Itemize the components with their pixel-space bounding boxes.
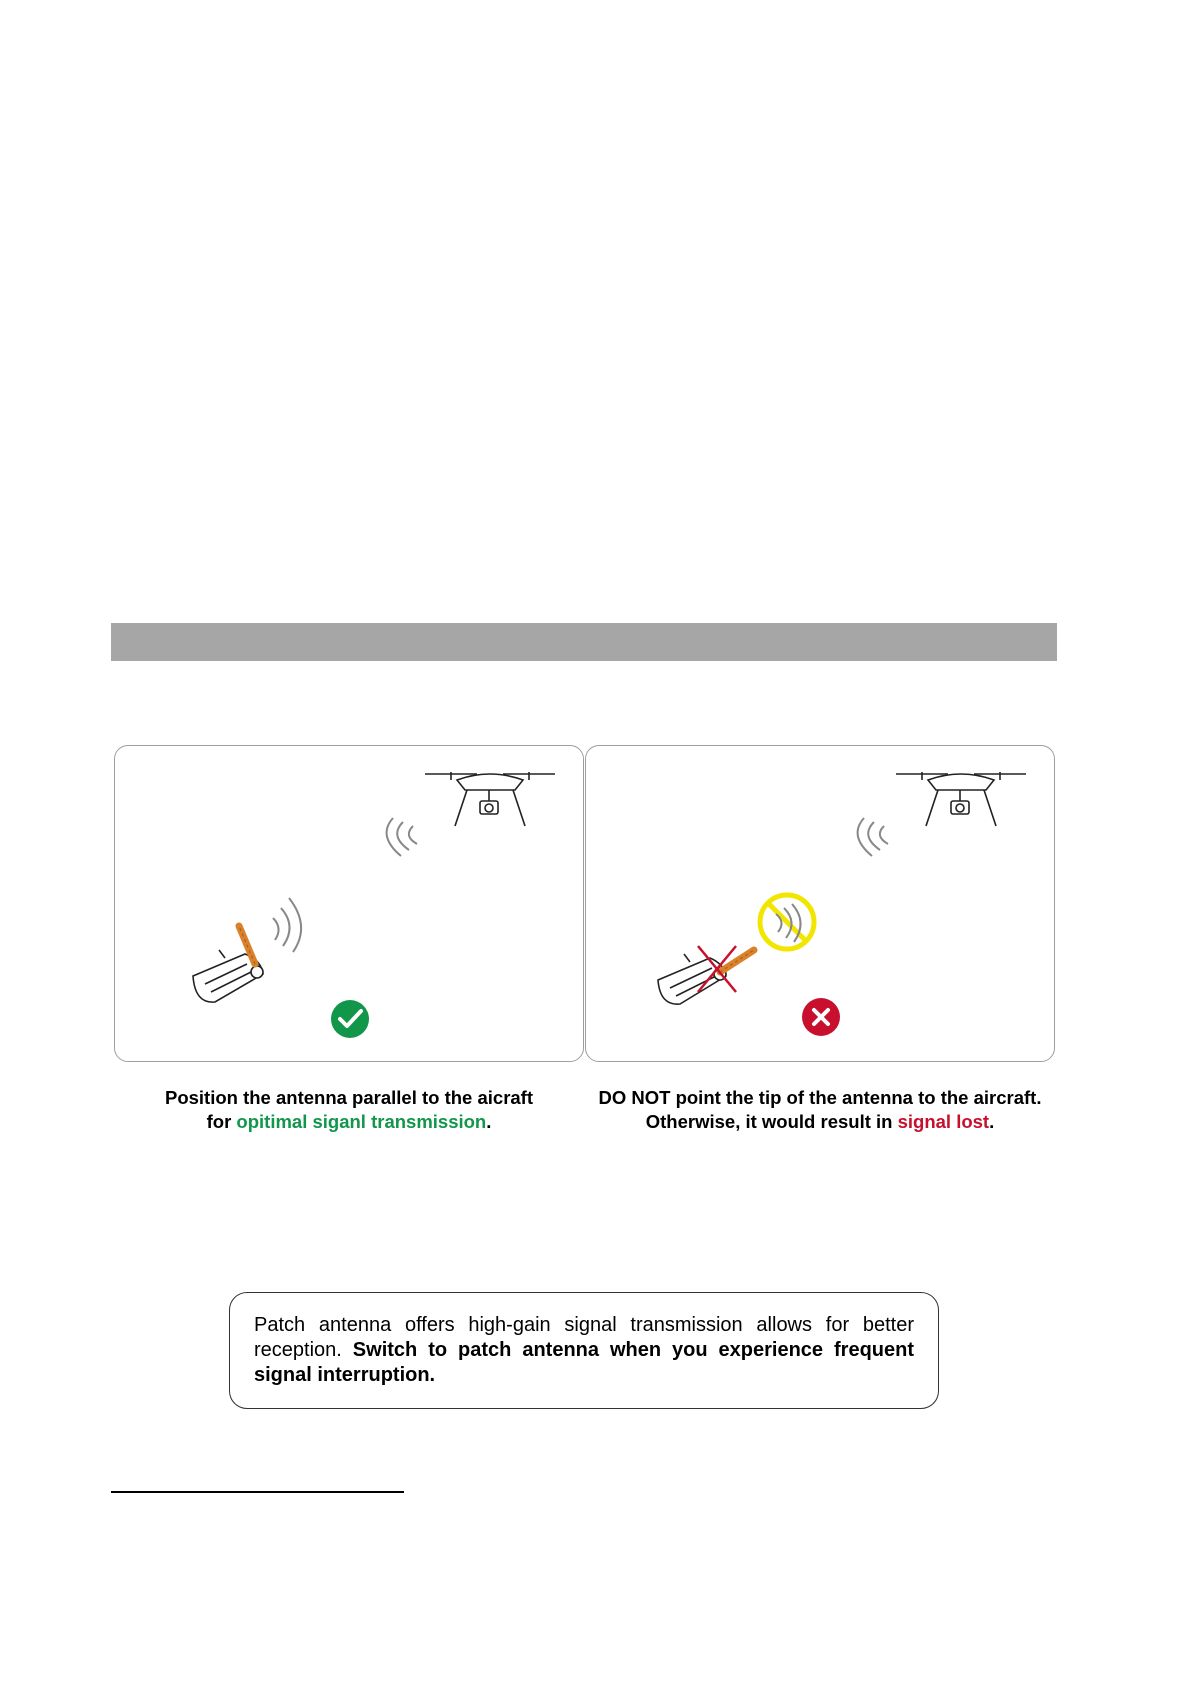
caption-line bbox=[114, 1110, 584, 1134]
incorrect-orientation-illustration bbox=[586, 746, 1056, 1063]
remote-controller-icon bbox=[658, 954, 726, 1004]
caption-highlight-bad: signal lost bbox=[897, 1111, 990, 1132]
footnote-separator bbox=[111, 1491, 404, 1493]
section-header-bar bbox=[111, 623, 1057, 661]
caption-text: . bbox=[989, 1111, 995, 1132]
caption-text: Otherwise, it would result in bbox=[645, 1111, 898, 1132]
correct-orientation-illustration bbox=[115, 746, 585, 1063]
caption-line: Position the antenna parallel to the aicraft bbox=[164, 1087, 533, 1108]
drone-icon bbox=[896, 772, 1026, 826]
incorrect-orientation-panel bbox=[585, 745, 1055, 1062]
controller-signal-waves-icon bbox=[273, 898, 301, 952]
check-circle-icon bbox=[331, 1000, 369, 1038]
caption-highlight-good: opitimal siganl transmission bbox=[236, 1111, 487, 1132]
no-signal-icon bbox=[760, 895, 814, 949]
incorrect-orientation-caption bbox=[585, 1086, 1055, 1134]
caption-text: for bbox=[206, 1111, 237, 1132]
correct-orientation-caption bbox=[114, 1086, 584, 1134]
caption-line bbox=[585, 1110, 1055, 1134]
caption-line: DO NOT point the tip of the antenna to the aircraft. bbox=[598, 1087, 1042, 1108]
correct-orientation-panel bbox=[114, 745, 584, 1062]
note-text: Patch antenna offers high-gain signal transmission allows for better reception. bbox=[254, 1314, 914, 1361]
note-emphasis: Switch to patch antenna when you experience frequent signal interruption. bbox=[254, 1339, 914, 1386]
drone-signal-waves-icon bbox=[387, 818, 417, 856]
patch-antenna-note bbox=[229, 1292, 939, 1409]
x-circle-icon bbox=[802, 998, 840, 1036]
drone-icon bbox=[425, 772, 555, 826]
caption-text: . bbox=[486, 1111, 492, 1132]
drone-signal-waves-icon bbox=[858, 818, 888, 856]
